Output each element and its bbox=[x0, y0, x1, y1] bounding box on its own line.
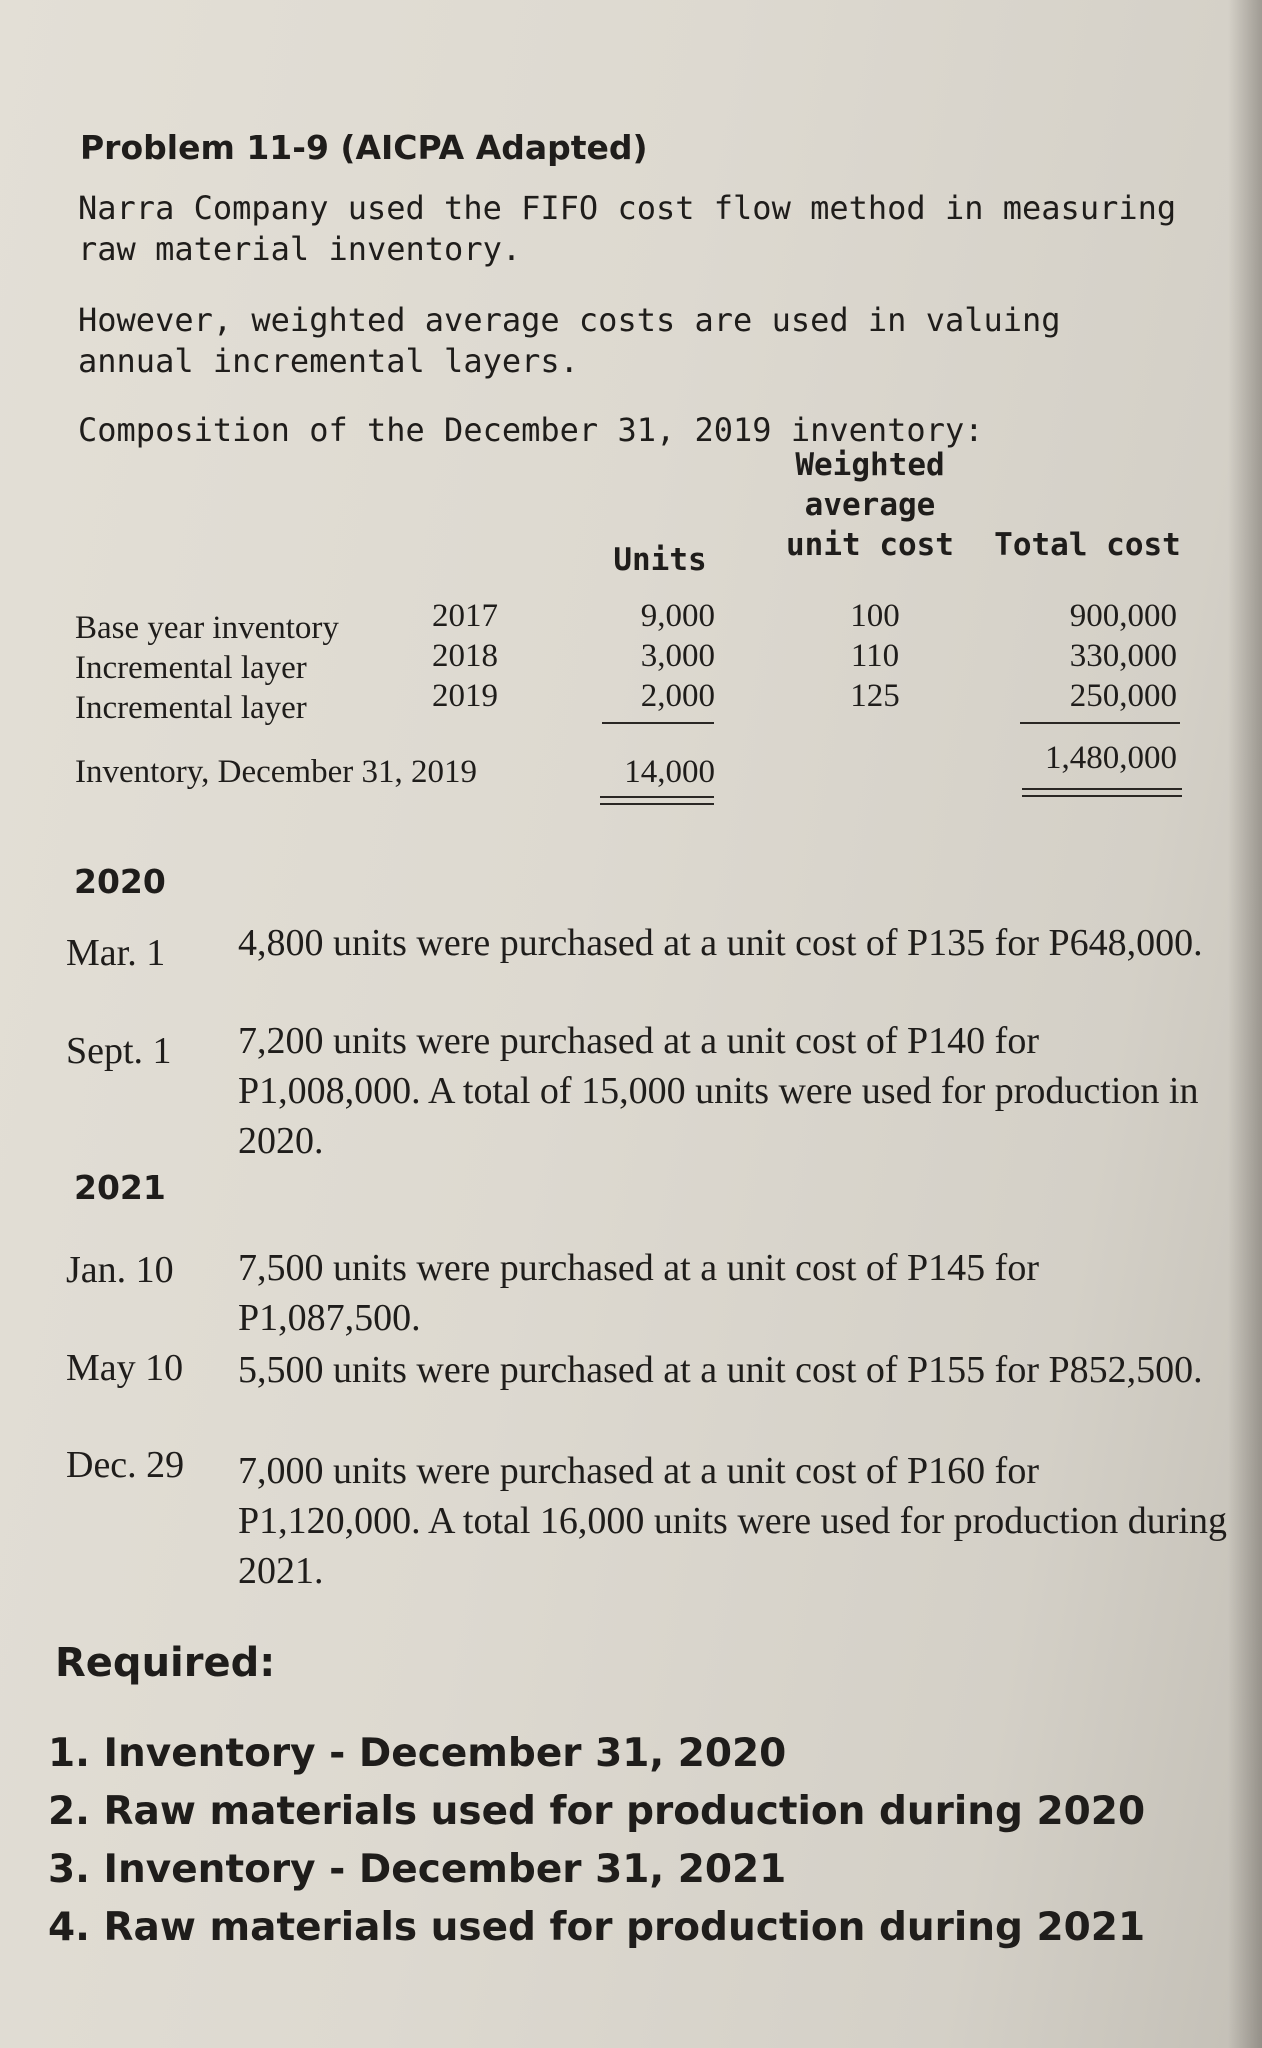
text-jan-10: 7,500 units were purchased at a unit cost of P145 for P1,087,500. bbox=[238, 1247, 1039, 1339]
row-1-year: 2017 bbox=[432, 598, 498, 634]
row-1-units: 9,000 bbox=[640, 598, 715, 634]
header-units: Units bbox=[613, 542, 707, 578]
date-dec-29: Dec. 29 bbox=[66, 1444, 185, 1486]
required-item-3: 3. Inventory - December 31, 2021 bbox=[48, 1847, 787, 1892]
required-item-4: 4. Raw materials used for production during 2021 bbox=[48, 1905, 1146, 1950]
text-may-10: 5,500 units were purchased at a unit cost of P155 for P852,500. bbox=[238, 1349, 1203, 1391]
total-row-units: 14,000 bbox=[624, 754, 715, 790]
year-2020-heading: 2020 bbox=[74, 862, 166, 901]
row-3-label: Incremental layer bbox=[75, 690, 307, 726]
row-2-label: Incremental layer bbox=[75, 650, 307, 686]
intro-line-3: Composition of the December 31, 2019 inventory: bbox=[78, 411, 984, 449]
required-item-1: 1. Inventory - December 31, 2020 bbox=[48, 1731, 787, 1776]
header-wac-line2: average bbox=[804, 487, 936, 523]
units-subtotal-rule bbox=[602, 722, 714, 724]
header-weighted-average bbox=[770, 445, 970, 565]
row-2-year: 2018 bbox=[432, 638, 498, 674]
intro-line-2: However, weighted average costs are used in valuing annual incremental layers. bbox=[78, 301, 1061, 380]
total-row-total: 1,480,000 bbox=[1045, 740, 1177, 776]
header-wac-line1: Weighted bbox=[795, 447, 945, 483]
row-2-total: 330,000 bbox=[1069, 638, 1177, 674]
date-sept-1: Sept. 1 bbox=[66, 1030, 172, 1072]
row-2-unit-cost: 110 bbox=[850, 638, 900, 674]
total-double-rule-1 bbox=[1022, 788, 1182, 790]
page-edge-shadow bbox=[1228, 0, 1262, 2048]
text-sept-1: 7,200 units were purchased at a unit cost of P140 for P1,008,000. A total of 15,000 units were used for production in 2020. bbox=[238, 1020, 1199, 1162]
units-double-rule-1 bbox=[600, 796, 714, 798]
row-1-total: 900,000 bbox=[1069, 598, 1177, 634]
header-wac-line3: unit cost bbox=[786, 527, 954, 563]
date-may-10: May 10 bbox=[66, 1347, 184, 1389]
total-double-rule-2 bbox=[1022, 795, 1182, 797]
problem-title: Problem 11-9 (AICPA Adapted) bbox=[80, 128, 648, 167]
text-mar-1: 4,800 units were purchased at a unit cost of P135 for P648,000. bbox=[238, 922, 1203, 964]
total-subtotal-rule bbox=[1020, 722, 1180, 724]
units-double-rule-2 bbox=[600, 803, 714, 805]
total-row-label: Inventory, December 31, 2019 bbox=[75, 754, 477, 790]
required-item-2: 2. Raw materials used for production during 2020 bbox=[48, 1789, 1146, 1834]
row-3-year: 2019 bbox=[432, 678, 498, 714]
date-mar-1: Mar. 1 bbox=[66, 932, 166, 974]
row-3-unit-cost: 125 bbox=[850, 678, 900, 714]
row-1-label: Base year inventory bbox=[75, 610, 339, 646]
intro-line-1: Narra Company used the FIFO cost flow method in measuring raw material inventory. bbox=[78, 189, 1177, 268]
row-1-unit-cost: 100 bbox=[850, 598, 900, 634]
header-total-cost: Total cost bbox=[994, 527, 1181, 563]
year-2021-heading: 2021 bbox=[74, 1168, 166, 1207]
row-2-units: 3,000 bbox=[640, 638, 715, 674]
row-3-units: 2,000 bbox=[640, 678, 715, 714]
row-3-total: 250,000 bbox=[1069, 678, 1177, 714]
date-jan-10: Jan. 10 bbox=[66, 1249, 174, 1291]
text-dec-29: 7,000 units were purchased at a unit cost of P160 for P1,120,000. A total 16,000 units were used for production during 2021. bbox=[238, 1450, 1227, 1592]
required-heading: Required: bbox=[55, 1640, 276, 1686]
